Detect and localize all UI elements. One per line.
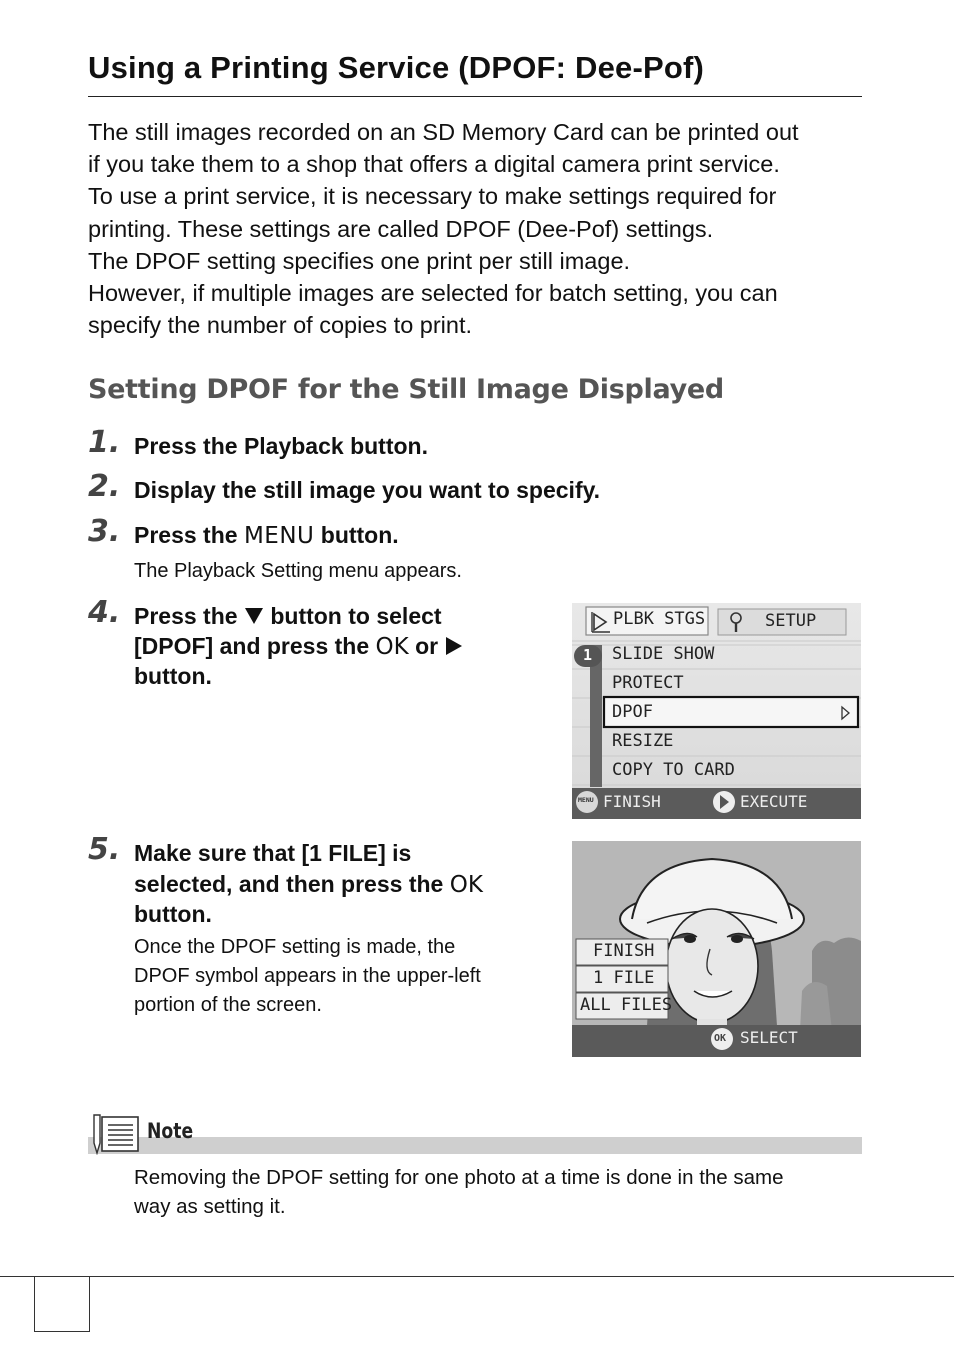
note-line: Removing the DPOF setting for one photo at a time is done in the same	[134, 1166, 784, 1189]
intro-line: specify the number of copies to print.	[88, 312, 473, 339]
menu-item-copy-to-card[interactable]: COPY TO CARD	[612, 760, 735, 780]
menu-button-icon: MENU	[578, 796, 594, 804]
camera-menu-screen	[572, 603, 861, 819]
menu-page-number: 1	[583, 646, 593, 664]
step-number: 4.	[88, 595, 121, 630]
intro-line: The DPOF setting specifies one print per still image.	[88, 247, 631, 274]
option-all-files[interactable]: ALL FILES	[580, 995, 673, 1015]
intro-line: However, if multiple images are selected for batch setting, you can	[88, 280, 778, 307]
option-finish[interactable]: FINISH	[593, 941, 655, 961]
intro-text	[88, 116, 868, 341]
step-text: Press the button to select	[134, 603, 442, 629]
section-heading: Setting DPOF for the Still Image Displayed	[88, 374, 724, 405]
step-text: button.	[134, 901, 212, 927]
down-arrow-icon	[244, 607, 264, 625]
step-number: 2.	[88, 469, 121, 504]
step-text: Display the still image you want to specify.	[134, 477, 601, 503]
ok-button-icon: OK	[714, 1033, 727, 1044]
ok-key-label: OK	[449, 872, 483, 898]
title-divider	[88, 96, 862, 97]
menu-key-label: MENU	[243, 523, 315, 549]
intro-line: The still images recorded on an SD Memory Card can be printed out	[88, 119, 799, 145]
step-text: Press the MENU button.	[134, 522, 399, 549]
note-line: way as setting it.	[134, 1195, 286, 1218]
step-number: 1.	[88, 425, 121, 460]
menu-item-dpof[interactable]: DPOF	[612, 702, 653, 722]
step-note: portion of the screen.	[134, 994, 322, 1016]
note-icon	[90, 1113, 144, 1155]
note-bar	[88, 1137, 862, 1154]
footer-finish: FINISH	[603, 792, 661, 811]
step-note: The Playback Setting menu appears.	[134, 560, 462, 582]
menu-item-resize[interactable]: RESIZE	[612, 731, 674, 751]
intro-line: if you take them to a shop that offers a digital camera print service.	[88, 151, 780, 178]
step-text: Make sure that [1 FILE] is	[134, 840, 412, 866]
step-note: DPOF symbol appears in the upper-left	[134, 965, 481, 987]
page-title: Using a Printing Service (DPOF: Dee-Pof)	[88, 50, 705, 85]
tab-playback-settings[interactable]: PLBK STGS	[613, 609, 706, 629]
menu-item-protect[interactable]: PROTECT	[612, 673, 684, 693]
note-label: Note	[147, 1119, 194, 1143]
note-text	[134, 1163, 854, 1221]
menu-item-slide-show[interactable]: SLIDE SHOW	[612, 644, 715, 664]
footer-rule	[0, 1276, 954, 1277]
step-text: selected, and then press the OK	[134, 871, 483, 898]
step-number: 5.	[88, 832, 121, 867]
intro-line: To use a print service, it is necessary to make settings required for	[88, 183, 777, 210]
step-text: [DPOF] and press the OK or	[134, 631, 463, 662]
step-text: Press the Playback button.	[134, 433, 428, 459]
option-1-file[interactable]: 1 FILE	[593, 968, 655, 988]
camera-photo-screen	[572, 841, 861, 1057]
footer-select: SELECT	[740, 1028, 798, 1047]
ok-key-label: OK	[375, 634, 409, 660]
step-note: Once the DPOF setting is made, the	[134, 936, 456, 958]
intro-line: printing. These settings are called DPOF (Dee-Pof) settings.	[88, 215, 714, 242]
page-number-box	[34, 1277, 90, 1332]
step-number: 3.	[88, 514, 121, 549]
footer-execute: EXECUTE	[740, 792, 808, 811]
right-arrow-icon	[445, 636, 463, 656]
step-text: button.	[134, 663, 212, 689]
tab-setup[interactable]: SETUP	[765, 611, 817, 631]
